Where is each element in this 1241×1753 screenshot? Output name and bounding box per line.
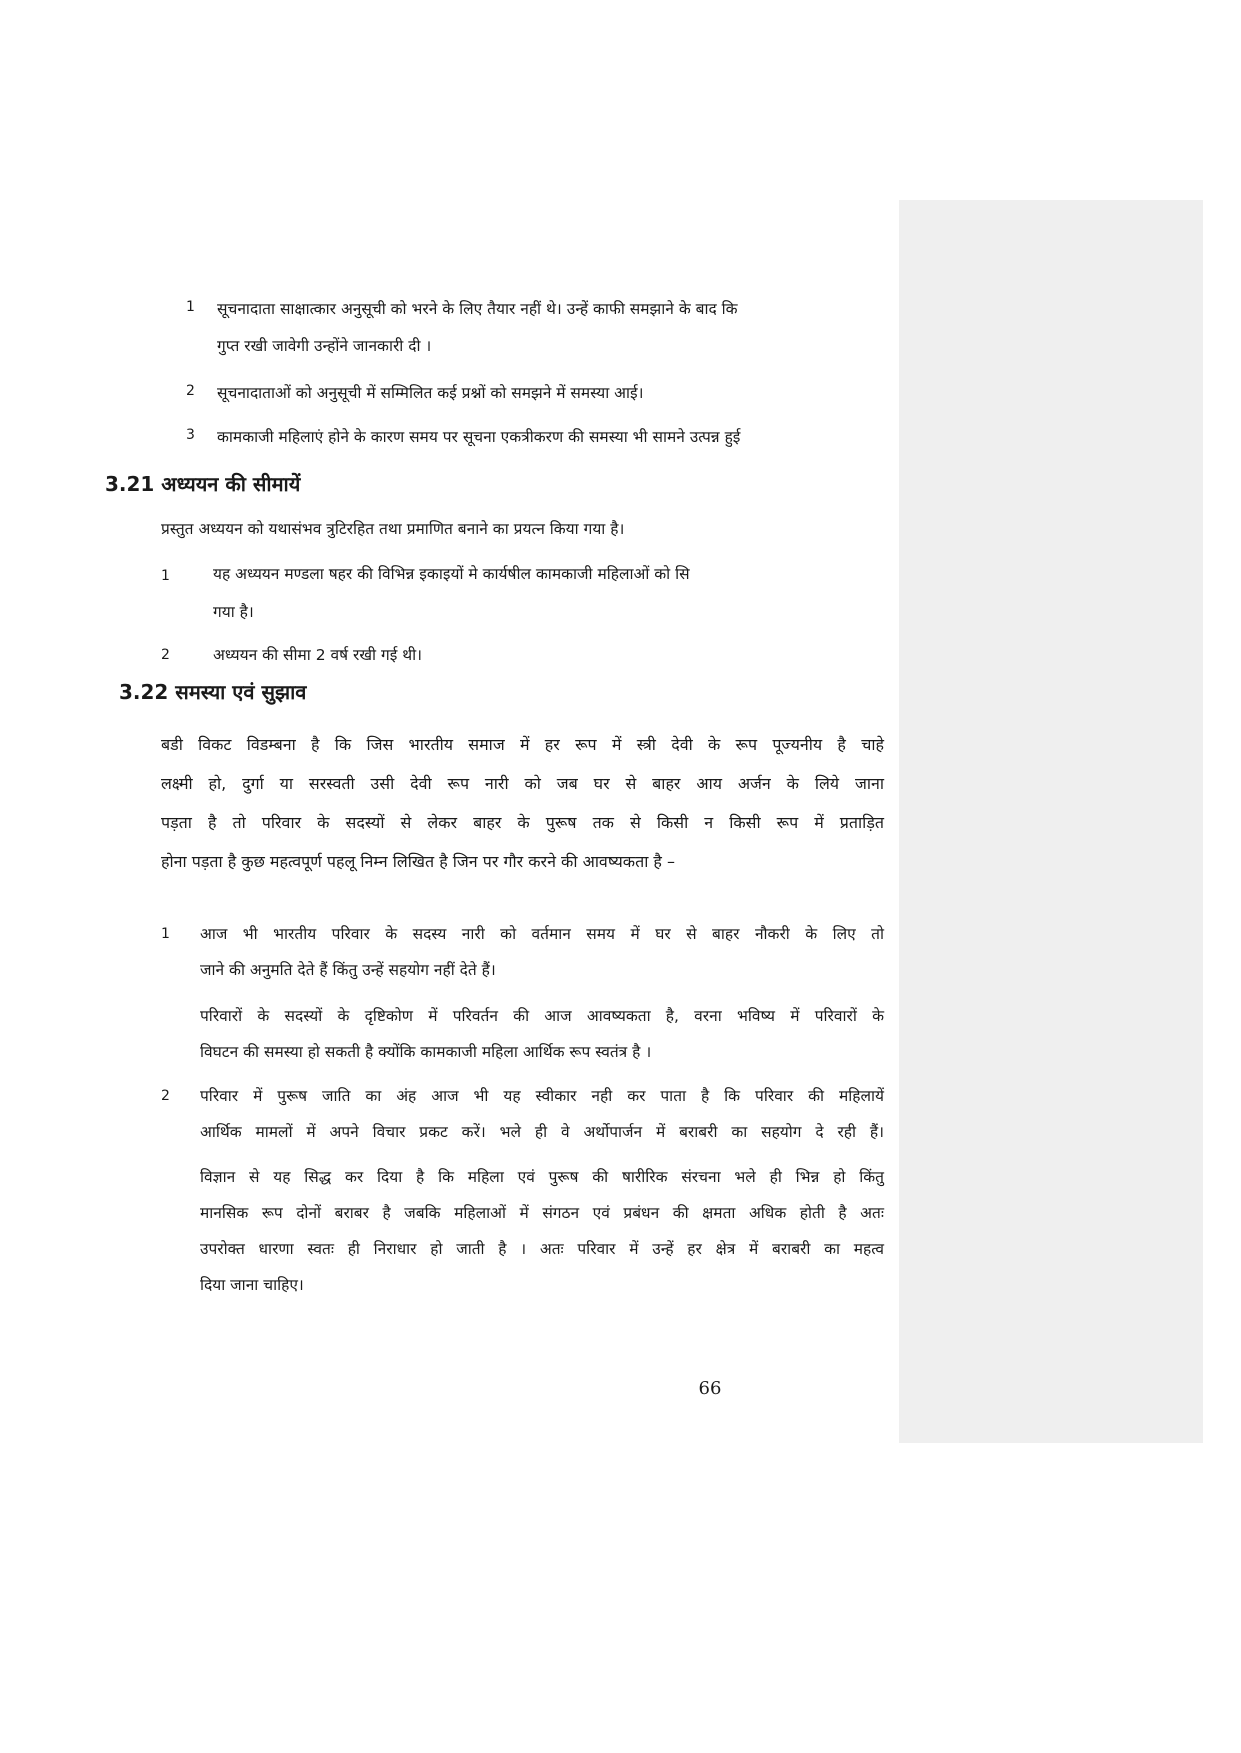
paragraph-line: पड़ता है तो परिवार के सदस्यों से लेकर बाहर के पुरूष तक से किसी न किसी रूप में प्रताड़ित (161, 813, 884, 832)
list-number: 1 (161, 926, 170, 942)
sub-paragraph-line: विघटन की समस्या हो सकती है क्योंकि कामकाजी महिला आर्थिक रूप स्वतंत्र है । (200, 1043, 652, 1061)
list-number: 2 (161, 1088, 170, 1104)
list-item-line: सूचनादाता साक्षात्कार अनुसूची को भरने के लिए तैयार नहीं थे। उन्हें काफी समझाने के बाद कि (217, 300, 738, 318)
list-item-line: परिवार में पुरूष जाति का अंह आज भी यह स्वीकार नही कर पाता है कि परिवार की महिलायें (200, 1087, 884, 1105)
list-item-line: गया है। (213, 603, 254, 621)
list-item-line: अध्ययन की सीमा 2 वर्ष रखी गई थी। (213, 646, 423, 664)
sub-paragraph-line: परिवारों के सदस्यों के दृष्टिकोण में परिवर्तन की आज आवष्यकता है, वरना भविष्य में परिवारों के (200, 1007, 884, 1025)
list-number: 2 (161, 647, 170, 663)
list-item-line: सूचनादाताओं को अनुसूची में सम्मिलित कई प्रश्नों को समझने में समस्या आई। (217, 384, 644, 402)
sub-paragraph-line: उपरोक्त धारणा स्वतः ही निराधार हो जाती है । अतः परिवार में उन्हें हर क्षेत्र में बराबरी का महत्व (200, 1240, 884, 1258)
paragraph-line: बडी विकट विडम्बना है कि जिस भारतीय समाज में हर रूप में स्त्री देवी के रूप पूज्यनीय है चाहे (161, 735, 884, 754)
list-number: 1 (186, 299, 195, 315)
list-item-line: जाने की अनुमति देते हैं किंतु उन्हें सहयोग नहीं देते हैं। (200, 961, 496, 979)
list-item-line: कामकाजी महिलाएं होने के कारण समय पर सूचना एकत्रीकरण की समस्या भी सामने उत्पन्न हुई (217, 428, 741, 446)
paragraph-line: लक्ष्मी हो, दुर्गा या सरस्वती उसी देवी रूप नारी को जब घर से बाहर आय अर्जन के लिये जाना (161, 774, 884, 793)
comment-pane (899, 200, 1203, 1443)
list-item-line: गुप्त रखी जावेगी उन्होंने जानकारी दी । (217, 337, 432, 355)
sub-paragraph-line: मानसिक रूप दोनों बराबर है जबकि महिलाओं में संगठन एवं प्रबंधन की क्षमता अधिक होती है अतः (200, 1204, 884, 1222)
section-heading: 3.22 समस्या एवं सुझाव (119, 680, 307, 704)
paragraph-line: होना पड़ता है कुछ महत्वपूर्ण पहलू निम्न लिखित है जिन पर गौर करने की आवष्यकता है – (161, 852, 675, 871)
section-heading: 3.21 अध्ययन की सीमायें (105, 472, 301, 496)
sub-paragraph-line: दिया जाना चाहिए। (200, 1276, 304, 1294)
list-number: 3 (186, 427, 195, 443)
list-item-line: आर्थिक मामलों में अपने विचार प्रकट करें। भले ही वे अर्थोपार्जन में बराबरी का सहयोग दे रही हैं। (200, 1123, 884, 1141)
list-item-line: यह अध्ययन मण्डला षहर की विभिन्न इकाइयों मे कार्यषील कामकाजी महिलाओं को सि (213, 565, 690, 583)
list-number: 1 (161, 568, 170, 584)
list-number: 2 (186, 383, 195, 399)
page-number: 66 (698, 1378, 722, 1399)
list-item-line: आज भी भारतीय परिवार के सदस्य नारी को वर्तमान समय में घर से बाहर नौकरी के लिए तो (200, 925, 884, 943)
document-content (105, 290, 887, 1420)
section-intro: प्रस्तुत अध्ययन को यथासंभव त्रुटिरहित तथा प्रमाणित बनाने का प्रयत्न किया गया है। (161, 520, 625, 538)
sub-paragraph-line: विज्ञान से यह सिद्ध कर दिया है कि महिला एवं पुरूष की षारीरिक संरचना भले ही भिन्न हो किंतु (200, 1168, 884, 1186)
